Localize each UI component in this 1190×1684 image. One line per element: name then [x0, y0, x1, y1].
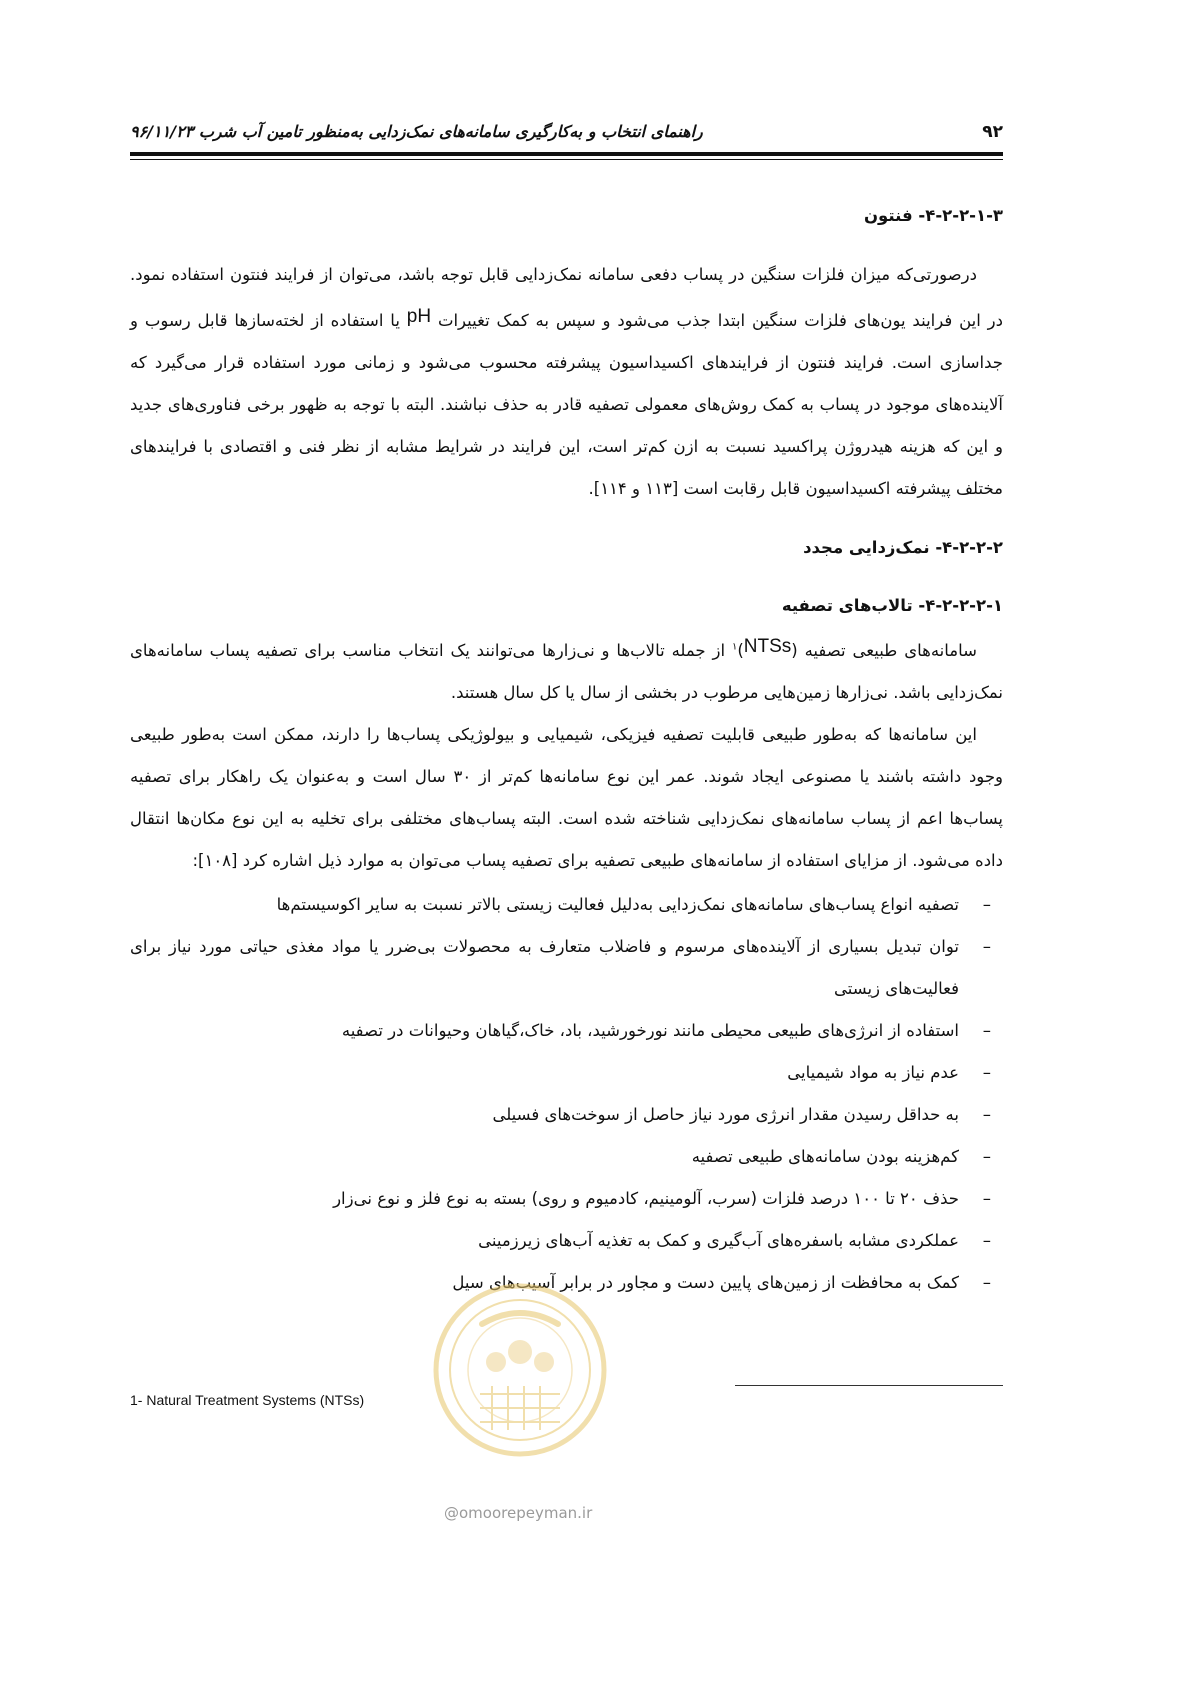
running-header	[130, 118, 1003, 148]
footnote-reference: ۱	[731, 641, 738, 653]
list-item: – تصفیه انواع پساب‌های سامانه‌های نمک‌زدایی به‌دلیل فعالیت زیستی بالاتر نسبت به سایر اکوسیستم‌ها	[130, 884, 991, 926]
running-title: راهنمای انتخاب و به‌کارگیری سامانه‌های نمک‌زدایی به‌منظور تامین آب شرب ۹۶/۱۱/۲۳	[130, 122, 703, 141]
dash-bullet-icon: –	[982, 1063, 991, 1082]
header-rule-thick	[130, 152, 1003, 156]
dash-bullet-icon: –	[982, 1231, 991, 1250]
list-item: – توان تبدیل بسیاری از آلاینده‌های مرسوم و فاضلاب متعارف به محصولات بی‌ضرر یا مواد مغذی حیاتی مورد نیاز برای فعالیت‌های زیستی	[130, 926, 991, 1010]
dash-bullet-icon: –	[982, 1021, 991, 1040]
header-rule-thin	[130, 159, 1003, 160]
list-item: – کمک به محافظت از زمین‌های پایین دست و مجاور در برابر آسیب‌های سیل	[130, 1262, 991, 1304]
footnote: 1- Natural Treatment Systems (NTSs)	[130, 1392, 365, 1408]
section-heading-treatment-wetlands: ۴-۲-۲-۲-۱- تالاب‌های تصفیه	[781, 596, 1003, 615]
paragraph-nts-intro	[130, 626, 1003, 714]
list-item: – حذف ۲۰ تا ۱۰۰ درصد فلزات (سرب، آلومینیم، کادمیوم و روی) بسته به نوع فلز و نوع نی‌زار	[130, 1178, 991, 1220]
dash-bullet-icon: –	[982, 937, 991, 956]
list-item: – به حداقل رسیدن مقدار انرژی مورد نیاز حاصل از سوخت‌های فسیلی	[130, 1094, 991, 1136]
paragraph-fenton	[130, 254, 1003, 510]
ph-term: pH	[406, 306, 432, 327]
nts-abbreviation: NTSs	[743, 636, 792, 657]
list-item: – کم‌هزینه بودن سامانه‌های طبیعی تصفیه	[130, 1136, 991, 1178]
paragraph-fenton-text-a: درصورتی‌که میزان فلزات سنگین در پساب دفعی سامانه نمک‌زدایی قابل توجه باشد، می‌توان از فرایند فنتون استفاده نمود. در این فرایند یون‌های فلزات سنگین ابتدا جذب می‌شود و سپس به کمک تغییرات	[130, 265, 1003, 330]
paragraph-nts-text-a: سامانه‌های طبیعی تصفیه (	[791, 641, 977, 660]
benefits-list	[130, 884, 1003, 1304]
dash-bullet-icon: –	[982, 1105, 991, 1124]
paragraph-nts-text-b: از جمله تالاب‌ها و نی‌زارها می‌توانند یک انتخاب مناسب برای تصفیه پساب سامانه‌های نمک‌زدایی باشد. نی‌زارها زمین‌هایی مرطوب در بخشی از سال یا کل سال هستند.	[130, 641, 1003, 702]
page-number: ۹۲	[982, 122, 1003, 142]
paragraph-nts-benefits-intro: این سامانه‌ها که به‌طور طبیعی قابلیت تصفیه فیزیکی، شیمیایی و بیولوژیکی پساب‌ها را دارند، ممکن است به‌طور طبیعی وجود داشته باشند یا مصنوعی ایجاد شوند. عمر این نوع سامانه‌ها کم‌تر از ۳۰ سال است و به‌عنوان یک راهکار برای تصفیه پساب‌ها اعم از پساب سامانه‌های نمک‌زدایی شناخته شده است. البته پساب‌های مختلفی برای تخلیه به این نوع مکان‌ها انتقال داده می‌شود. از مزایای استفاده از سامانه‌های طبیعی تصفیه برای تصفیه پساب می‌توان به موارد ذیل اشاره کرد [۱۰۸]:	[130, 725, 1003, 870]
section-heading-re-desalination: ۴-۲-۲-۲- نمک‌زدایی مجدد	[803, 538, 1003, 557]
dash-bullet-icon: –	[982, 1273, 991, 1292]
list-item: – عملکردی مشابه باسفره‌های آب‌گیری و کمک به تغذیه آب‌های زیرزمینی	[130, 1220, 991, 1262]
list-item: – استفاده از انرژی‌های طبیعی محیطی مانند نورخورشید، باد، خاک،گیاهان وحیوانات در تصفیه	[130, 1010, 991, 1052]
abbr-close-paren: )	[737, 641, 744, 660]
list-item: – عدم نیاز به مواد شیمیایی	[130, 1052, 991, 1094]
page-body	[130, 196, 1003, 1304]
footnote-rule	[735, 1385, 1003, 1386]
dash-bullet-icon: –	[982, 1189, 991, 1208]
paragraph-fenton-text-b: یا استفاده از لخته‌سازها قابل رسوب و جداسازی است. فرایند فنتون از فرایندهای اکسیداسیون پیشرفته محسوب می‌شود و زمانی مورد استفاده قرار می‌گیرد که آلاینده‌های موجود در پساب به کمک روش‌های معمولی تصفیه قادر به حذف نباشند. البته با توجه به ظهور برخی فناوری‌های جدید و این که هزینه هیدروژن پراکسید نسبت به ازن کم‌تر است، این فرایند در شرایط مشابه از نظر فنی و اقتصادی با فرایندهای مختلف پیشرفته اکسیداسیون قابل رقابت است [۱۱۳ و ۱۱۴].	[130, 311, 1003, 498]
section-heading-fenton: ۴-۲-۲-۱-۳- فنتون	[863, 206, 1003, 225]
watermark-url: @omoorepeyman.ir	[444, 1504, 593, 1522]
dash-bullet-icon: –	[982, 1147, 991, 1166]
dash-bullet-icon: –	[982, 895, 991, 914]
seal-logo-icon	[432, 1282, 608, 1458]
